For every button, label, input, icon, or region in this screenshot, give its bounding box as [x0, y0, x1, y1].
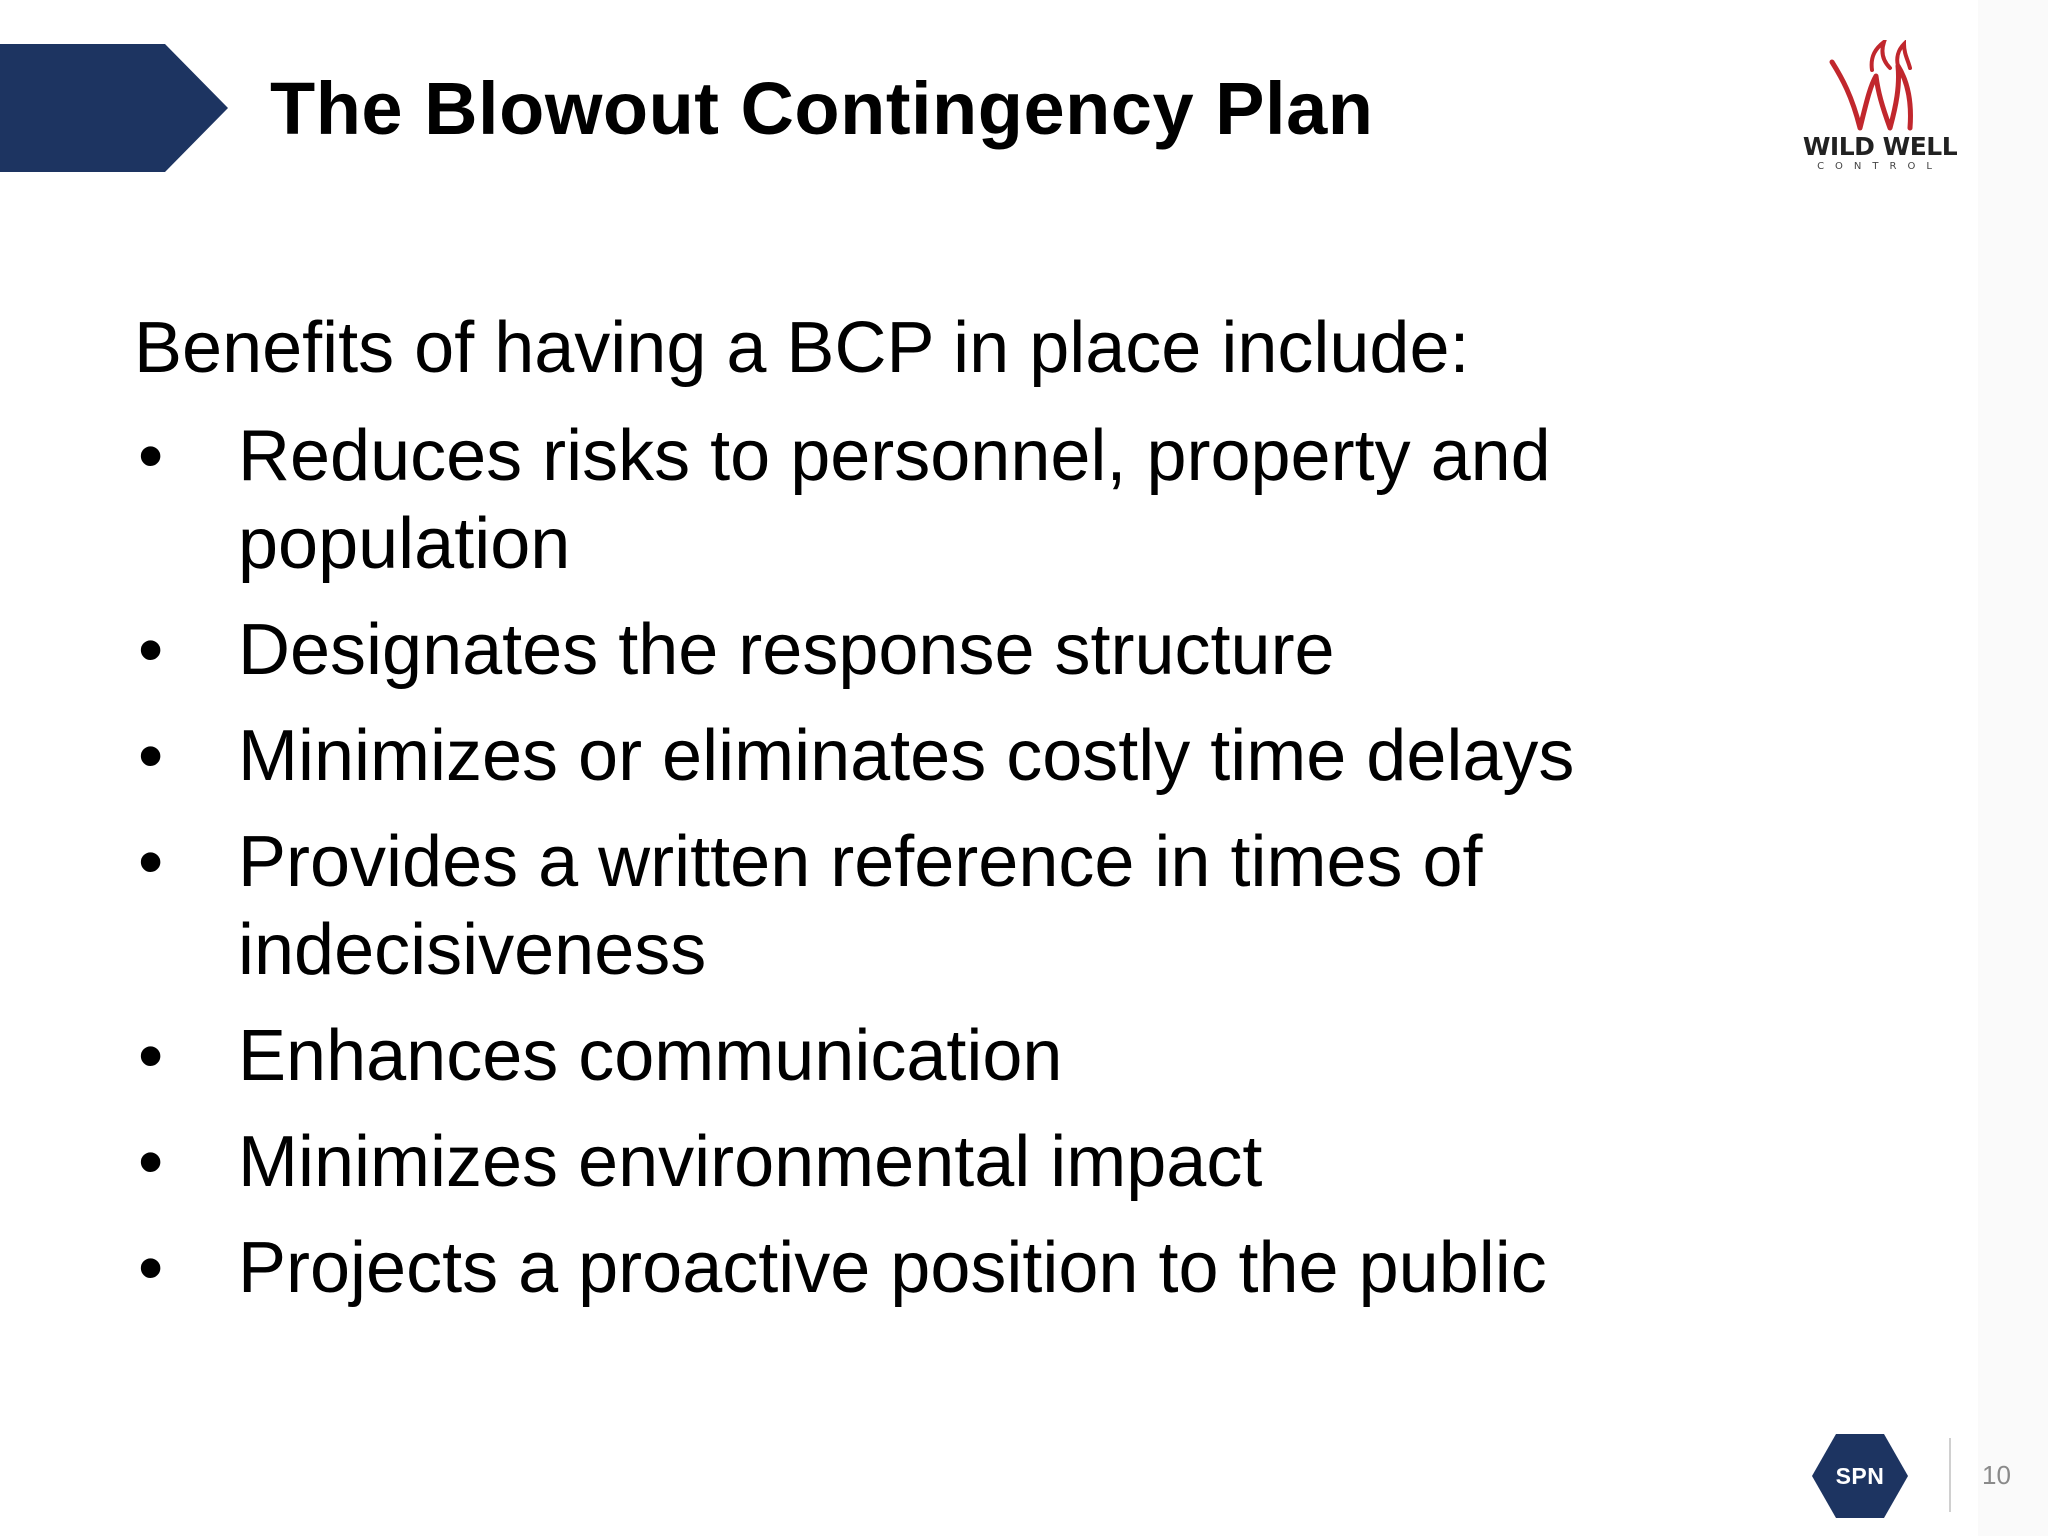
flame-icon	[1780, 40, 1980, 135]
bullet-text: Projects a proactive position to the public	[238, 1228, 1547, 1308]
bullet-text: Minimizes environmental impact	[238, 1122, 1263, 1202]
bullet-text: Provides a written reference in times of indecisiveness	[238, 822, 1483, 990]
badge-label: SPN	[1835, 1463, 1885, 1489]
bullet-item	[134, 412, 1834, 588]
bullet-item	[134, 1012, 1834, 1100]
bullet-marker: •	[138, 610, 164, 690]
bullet-marker: •	[138, 822, 164, 902]
bullet-marker: •	[138, 1016, 164, 1096]
intro-text: Benefits of having a BCP in place include:	[134, 308, 1470, 388]
right-margin-strip	[1978, 0, 2048, 1536]
page-number: 10	[1982, 1460, 2011, 1490]
bullet-list	[134, 412, 1834, 1330]
bullet-marker: •	[138, 1228, 164, 1308]
bullet-item	[134, 712, 1834, 800]
bullet-text: Minimizes or eliminates costly time delays	[238, 716, 1575, 796]
bullet-item	[134, 606, 1834, 694]
slide-title: The Blowout Contingency Plan	[270, 67, 1374, 150]
bullet-text: Reduces risks to personnel, property and population	[238, 416, 1551, 584]
spn-badge	[1812, 1434, 1908, 1518]
bullet-marker: •	[138, 716, 164, 796]
wild-well-control-logo	[1780, 40, 1980, 180]
bullet-item	[134, 818, 1834, 994]
logo-wordmark: WILD WELL	[1802, 132, 1958, 161]
bullet-text: Designates the response structure	[238, 610, 1335, 690]
bullet-marker: •	[138, 416, 164, 496]
bullet-text: Enhances communication	[238, 1016, 1063, 1096]
bullet-marker: •	[138, 1122, 164, 1202]
footer-divider	[1949, 1438, 1951, 1512]
bullet-item	[134, 1224, 1834, 1312]
logo-subtitle: CONTROL	[1817, 161, 1943, 172]
title-arrow-shape	[0, 44, 228, 172]
bullet-item	[134, 1118, 1834, 1206]
